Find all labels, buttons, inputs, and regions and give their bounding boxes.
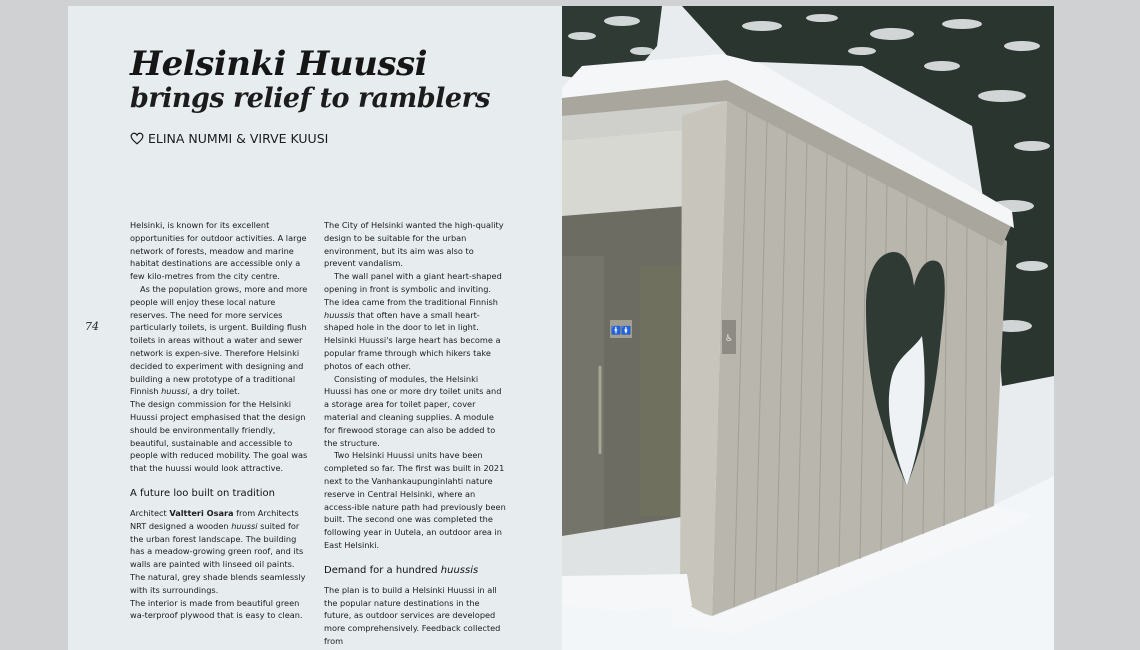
paragraph: Two Helsinki Huussi units have been completed so far. The first was built in 2021 next to the Vanhankaupunginlahti nature reserve in Central Helsinki, where an access-ible nature path had previously been built. The second one was completed the following year in Uutela, an outdoor area in East Helsinki. — [324, 450, 506, 550]
article-title: Helsinki Huussi — [130, 44, 428, 84]
paragraph: The City of Helsinki wanted the high-quality design to be suitable for the urban environment, but its aim was also to prevent vandalism. — [324, 220, 504, 269]
svg-text:🚹🚺: 🚹🚺 — [611, 326, 631, 335]
paragraph: The interior is made from beautiful green wa-terproof plywood that is easy to clean. — [130, 597, 303, 621]
photo-illustration — [562, 6, 1054, 650]
paragraph: Helsinki, is known for its excellent opportunities for outdoor activities. A large network of forests, meadow and marine habitat destinations are accessible only a few kilo-metres from the city centre. — [130, 220, 307, 282]
section-heading: Demand for a hundred huussis — [324, 564, 479, 576]
paragraph: The wall panel with a giant heart-shaped opening in front is symbolic and inviting. The idea came from the traditional Finnish huussis that often have a small heart-shaped hole in the door to let in light. Helsinki Huussi's large heart has become a popular frame through which hikers take photos of each other. — [324, 271, 502, 371]
paragraph: Consisting of modules, the Helsinki Huussi has one or more dry toilet units and a storage area for toilet paper, cover material and cleaning supplies. A module for firewood storage can also be added to the structure. — [324, 373, 502, 448]
paragraph: As the population grows, more and more people will enjoy these local nature reserves. The need for more services particularly toilets, is urgent. Building flush toilets in areas without a water and sewer network is expen-sive. Therefore Helsinki decided to experiment with designing and building a new prototype of a traditional Finnish huussi, a dry toilet. — [130, 283, 308, 397]
authors-byline — [130, 131, 328, 146]
article-subtitle: brings relief to ramblers — [130, 83, 490, 114]
heart-icon — [130, 132, 144, 145]
authors-text: ELINA NUMMI & VIRVE KUUSI — [148, 131, 329, 146]
svg-text:♿: ♿ — [724, 334, 734, 344]
article-page — [68, 6, 562, 650]
article-column-1 — [130, 219, 312, 622]
paragraph: Architect Valtteri Osara from Architects NRT designed a wooden huussi suited for the urban forest landscape. The building has a meadow-growing green roof, and its walls are painted with linseed oil paints. The natural, grey shade blends seamlessly with its surroundings. — [130, 507, 306, 595]
page-number: 74 — [85, 320, 99, 333]
paragraph: The plan is to build a Helsinki Huussi in all the popular nature destinations in the future, as outdoor services are developed more comprehensively. Feedback collected from — [324, 584, 501, 646]
article-column-2 — [324, 219, 506, 648]
huussi-photo — [562, 6, 1054, 650]
section-heading: A future loo built on tradition — [130, 487, 275, 499]
paragraph: The design commission for the Helsinki Huussi project emphasised that the design should be environmentally friendly, beautiful, sustainable and accessible to people with reduced mobility. The goal was that the huussi would look attractive. — [130, 399, 308, 474]
